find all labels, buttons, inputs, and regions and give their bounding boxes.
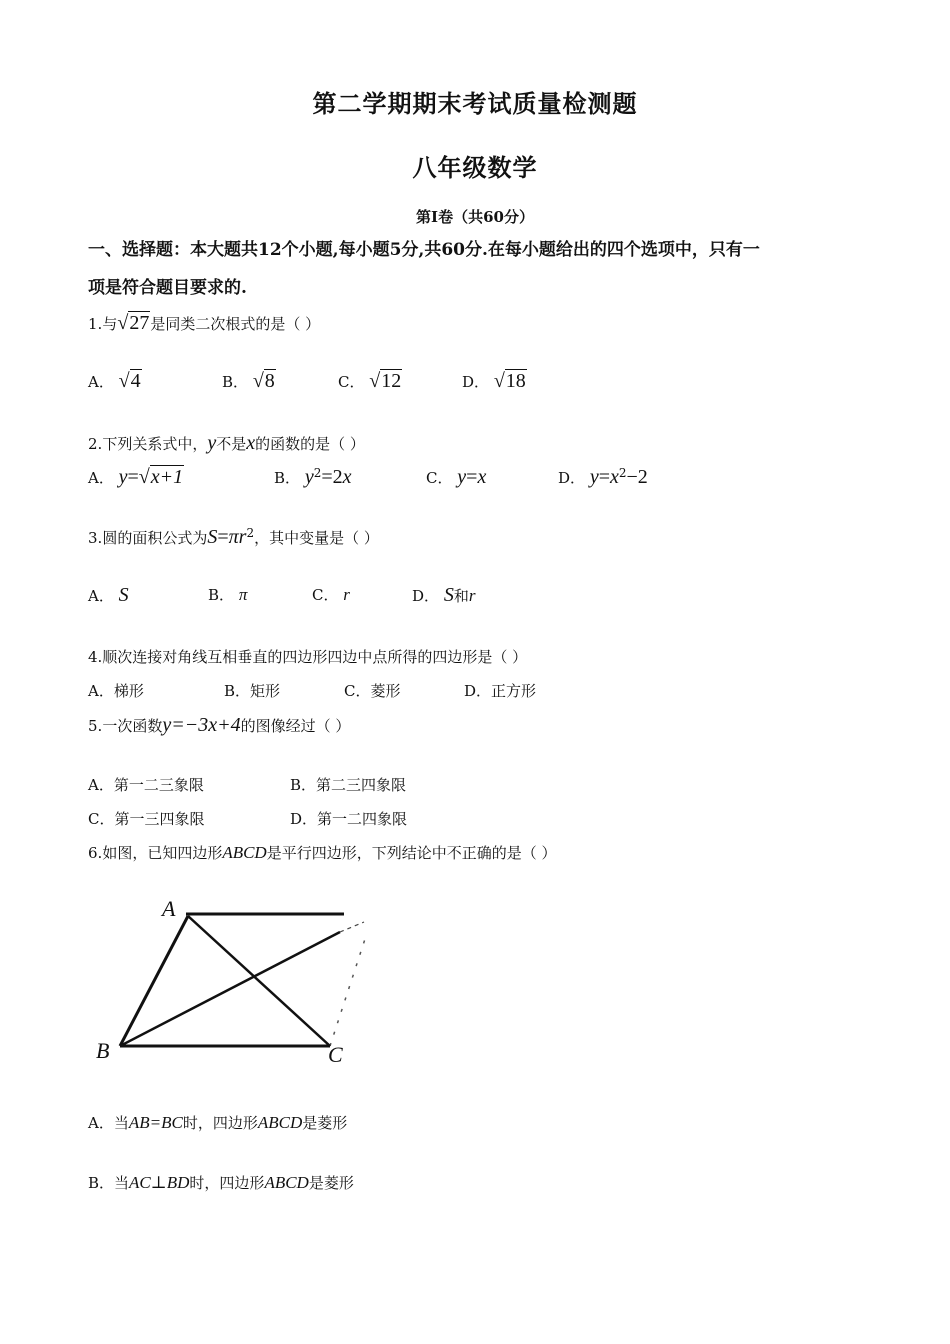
q2-option-a: A． y=√x+1 <box>88 466 184 488</box>
side-cd <box>330 936 366 1046</box>
q3-option-b: B． π <box>208 585 248 604</box>
parallelogram-figure <box>90 892 390 1072</box>
vertex-c-label: C <box>328 1042 343 1067</box>
question-text: 与 <box>102 315 118 333</box>
q4-option-d: D．正方形 <box>464 682 537 700</box>
question-5: 5.一次函数y=−3x+4的图像经过（ ） <box>88 714 351 736</box>
diagonal-bd <box>120 932 340 1046</box>
q3-option-a: A． S <box>88 584 129 606</box>
section-heading-line1: 一、选择题：本大题共12个小题,每小题5分,共60分.在每小题给出的四个选项中，只有一 <box>88 240 760 260</box>
question-1 <box>88 312 320 335</box>
question-3: 3.圆的面积公式为$S=\pi r^2$，其中变量是（ ） <box>88 526 379 548</box>
q2-option-c: C． y=x <box>426 466 487 488</box>
question-6: 6.如图，已知四边形ABCD是平行四边形，下列结论中不正确的是（ ） <box>88 843 557 862</box>
q6-option-b: B．当AC⊥BD时，四边形ABCD是菱形 <box>88 1173 354 1192</box>
question-2: 2.下列关系式中，y不是x的函数的是（ ） <box>88 432 365 454</box>
q5-option-d: D．第一二四象限 <box>290 810 408 828</box>
diagonal-ac <box>188 916 330 1046</box>
q6-option-a: A．当AB=BC时，四边形ABCD是菱形 <box>88 1113 348 1132</box>
question-4: 4.顺次连接对角线互相垂直的四边形四边中点所得的四边形是（ ） <box>88 648 528 666</box>
q5-option-b: B．第二三四象限 <box>290 776 407 794</box>
side-ab <box>120 916 188 1046</box>
q4-option-b: B．矩形 <box>224 682 281 700</box>
q4-option-a: A．梯形 <box>88 682 144 700</box>
question-number: 1. <box>88 315 103 333</box>
part-heading: 第Ⅰ卷（共60分） <box>416 208 534 226</box>
q1-option-a: A． √4 <box>88 370 141 392</box>
diagonal-bd-faded <box>340 922 364 932</box>
sqrt-expression: √27 <box>117 312 150 334</box>
q5-option-c: C．第一三四象限 <box>88 810 205 828</box>
page-title: 第二学期期末考试质量检测题 <box>312 89 638 118</box>
q3-option-c: C． r <box>312 585 350 604</box>
vertex-a-label: A <box>162 896 176 921</box>
vertex-b-label: B <box>96 1038 110 1063</box>
page-subtitle: 八年级数学 <box>412 153 538 182</box>
q3-option-d: D． S和r <box>412 584 476 606</box>
q1-option-d: D． √18 <box>462 370 526 392</box>
question-text: 是同类二次根式的是（ ） <box>150 315 321 333</box>
q1-option-c: C． √12 <box>338 370 402 392</box>
q4-option-c: C．菱形 <box>344 682 401 700</box>
q2-option-d: D． $y=x^2-2$ <box>558 466 648 488</box>
section-heading-line2: 项是符合题目要求的. <box>88 278 247 298</box>
q5-option-a: A．第一二三象限 <box>88 776 204 794</box>
q2-option-b: B． $y^2=2x$ <box>274 466 352 488</box>
q1-option-b: B． √8 <box>222 370 275 392</box>
